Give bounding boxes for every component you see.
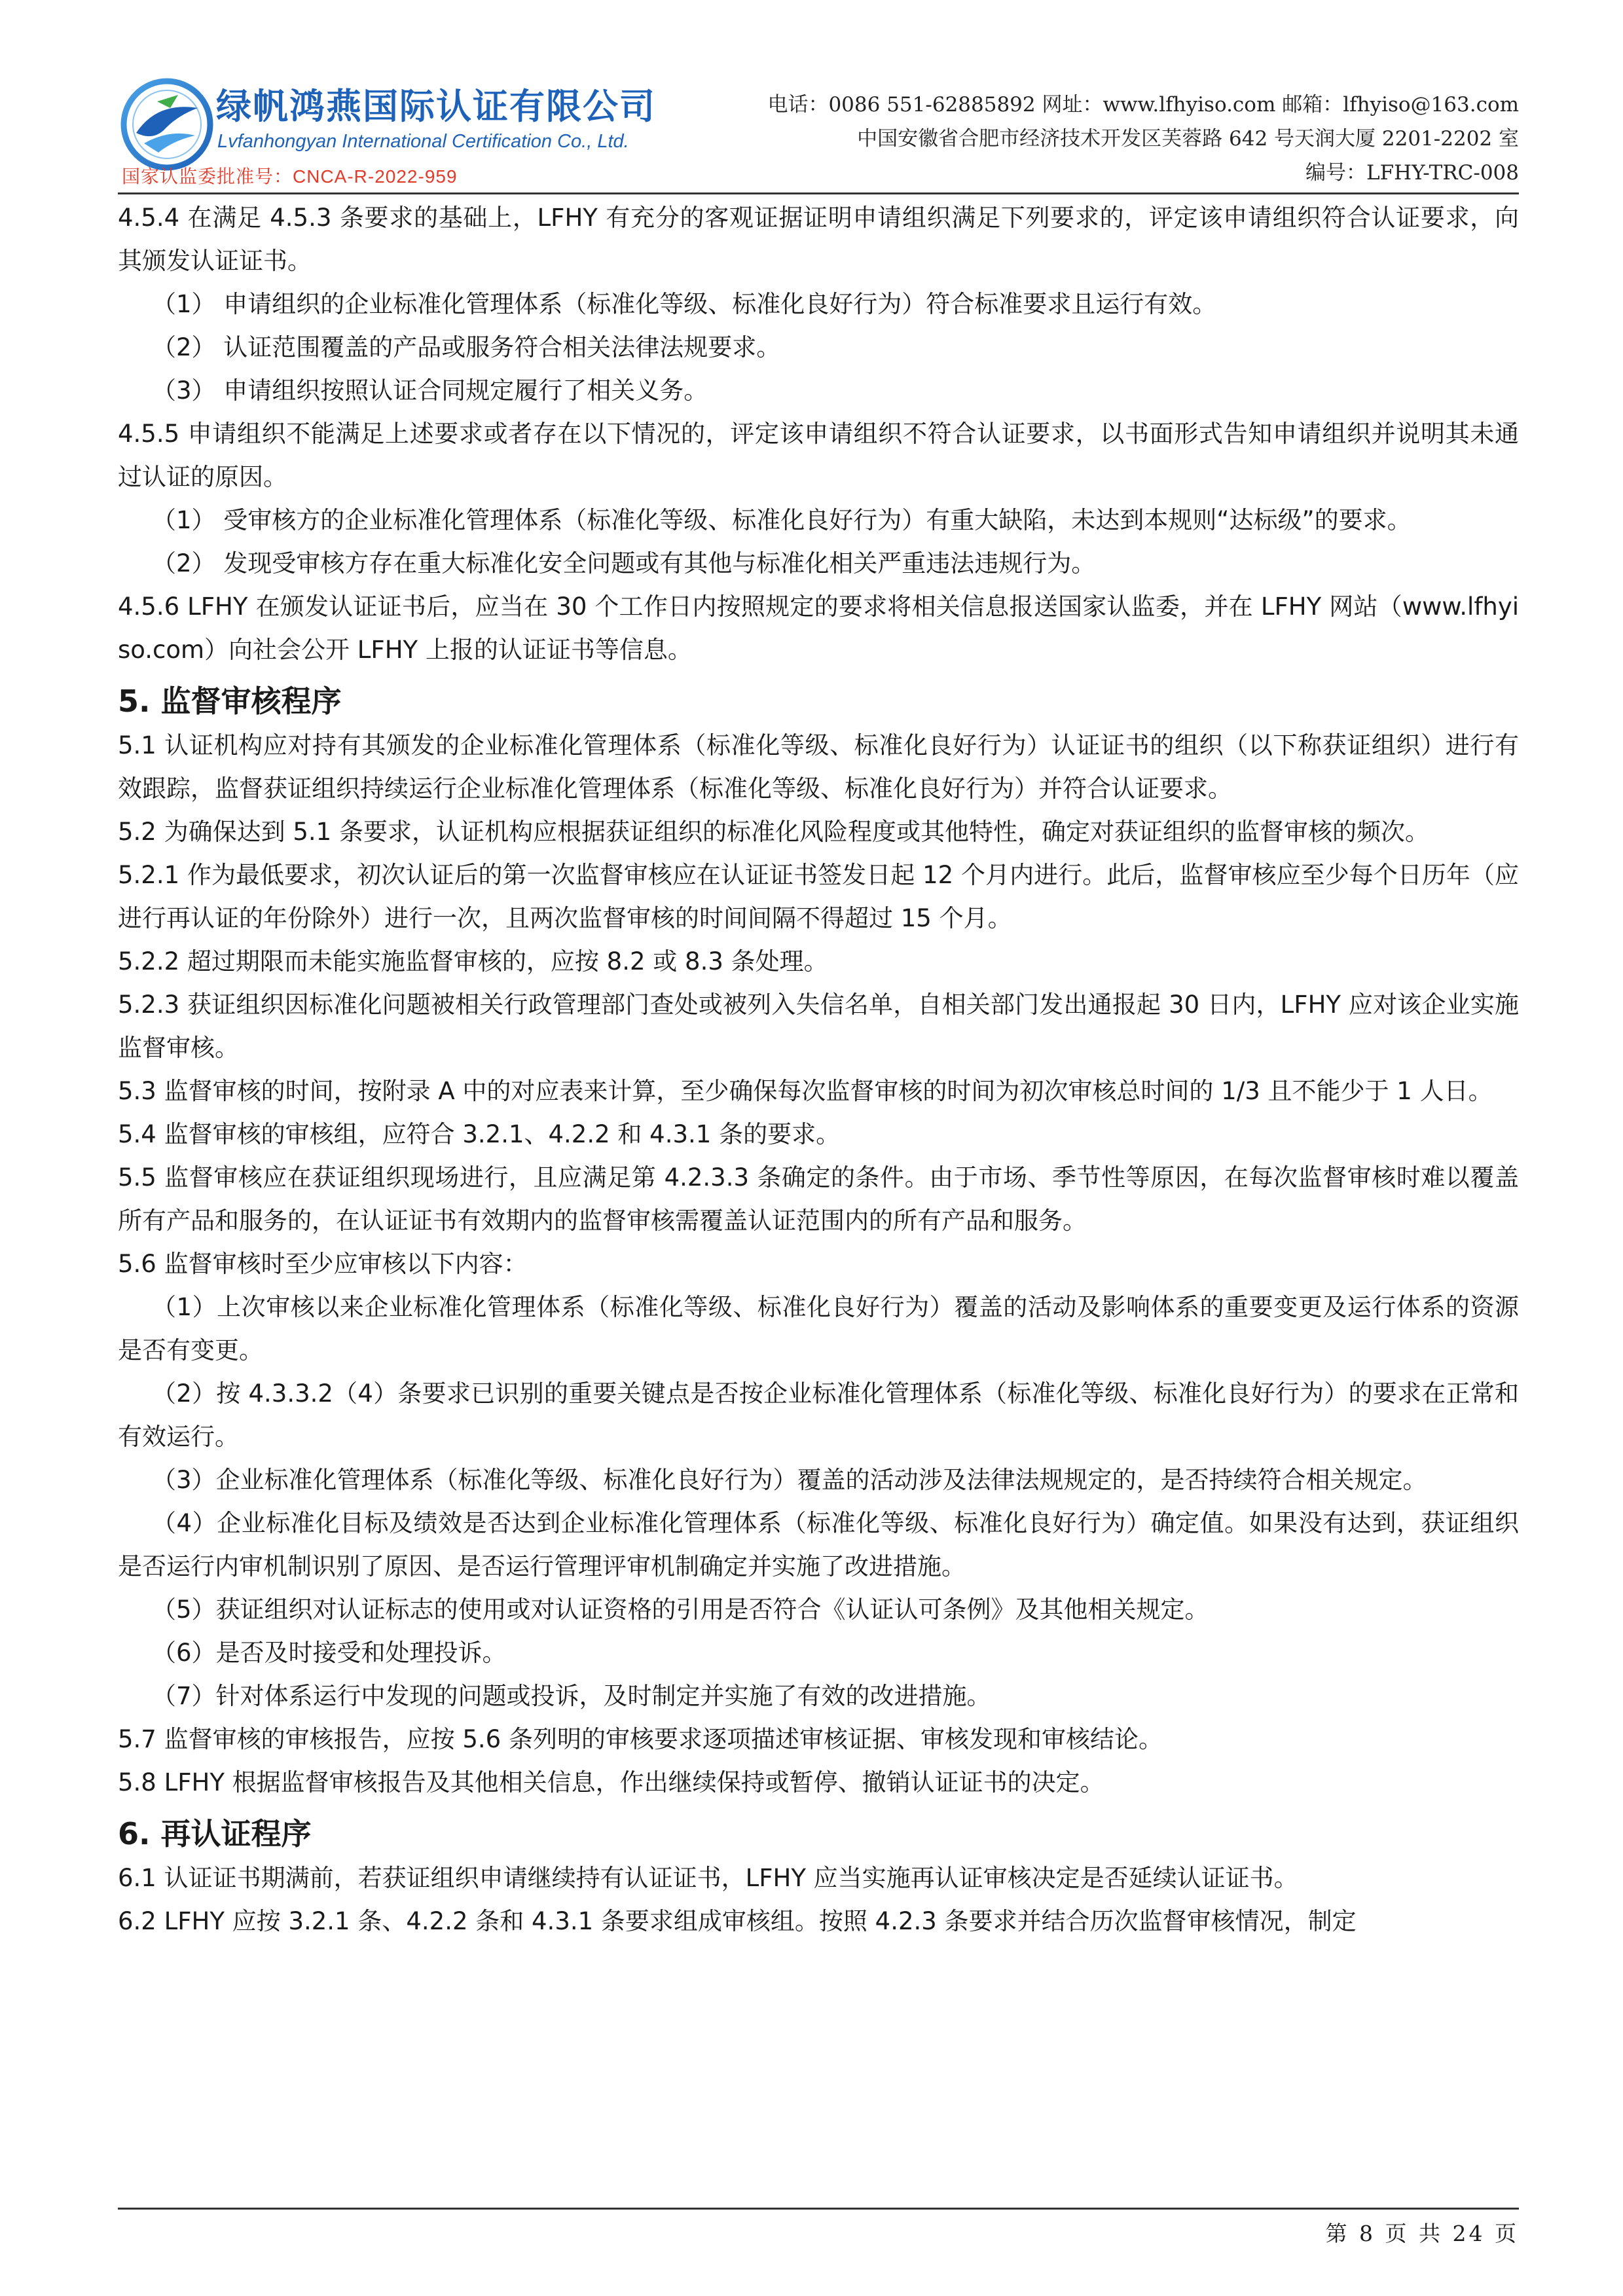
company-name-en: Lvfanhongyan International Certification Co., Ltd. bbox=[217, 131, 629, 152]
list-item: （3） 申请组织按照认证合同规定履行了相关义务。 bbox=[152, 376, 708, 405]
footer-divider bbox=[118, 2208, 1519, 2210]
page-number: 第 8 页 共 24 页 bbox=[1325, 2221, 1519, 2246]
clause-5-2-1: 5.2.1 作为最低要求，初次认证后的第一次监督审核应在认证证书签发日起 12 个月内进行。此后，监督审核应至少每个日历年（应进行再认证的年份除外）进行一次，且两次监督审核的时间间隔不得超过 15 个月。 bbox=[118, 861, 1519, 932]
clause-5-2: 5.2 为确保达到 5.1 条要求，认证机构应根据获证组织的标准化风险程度或其他特性，确定对获证组织的监督审核的频次。 bbox=[118, 818, 1429, 846]
list-item: （5）获证组织对认证标志的使用或对认证资格的引用是否符合《认证认可条例》及其他相关规定。 bbox=[152, 1595, 1209, 1624]
section-heading-6: 6. 再认证程序 bbox=[118, 1816, 312, 1851]
clause-5-2-2: 5.2.2 超过期限而未能实施监督审核的，应按 8.2 或 8.3 条处理。 bbox=[118, 947, 828, 975]
contact-block bbox=[767, 88, 1519, 190]
document-code: 编号：LFHY-TRC-008 bbox=[1305, 161, 1519, 185]
clause-5-4: 5.4 监督审核的审核组，应符合 3.2.1、4.2.2 和 4.3.1 条的要求。 bbox=[118, 1120, 841, 1148]
list-item: （7）针对体系运行中发现的问题或投诉，及时制定并实施了有效的改进措施。 bbox=[152, 1682, 991, 1710]
clause-6-1: 6.1 认证证书期满前，若获证组织申请继续持有认证证书，LFHY 应当实施再认证审核决定是否延续认证证书。 bbox=[118, 1864, 1298, 1892]
list-item: （1） 受审核方的企业标准化管理体系（标准化等级、标准化良好行为）有重大缺陷，未达到本规则“达标级”的要求。 bbox=[152, 506, 1412, 534]
clause-5-2-3: 5.2.3 获证组织因标准化问题被相关行政管理部门查处或被列入失信名单，自相关部门发出通报起 30 日内，LFHY 应对该企业实施监督审核。 bbox=[118, 991, 1519, 1062]
company-logo-icon bbox=[118, 75, 216, 173]
clause-4-5-4: 4.5.4 在满足 4.5.3 条要求的基础上，LFHY 有充分的客观证据证明申请组织满足下列要求的，评定该申请组织符合认证要求，向其颁发认证证书。 bbox=[118, 204, 1519, 275]
clause-5-5: 5.5 监督审核应在获证组织现场进行，且应满足第 4.2.3.3 条确定的条件。由于市场、季节性等原因，在每次监督审核时难以覆盖所有产品和服务的，在认证证书有效期内的监督审核需覆盖认证范围内的所有产品和服务。 bbox=[118, 1163, 1519, 1235]
company-name-cn: 绿帆鸿燕国际认证有限公司 bbox=[216, 86, 656, 127]
list-item: （2） 发现受审核方存在重大标准化安全问题或有其他与标准化相关严重违法违规行为。 bbox=[152, 549, 1096, 577]
contact-line-phone-web-email: 电话：0086 551-62885892 网址：www.lfhyiso.com 邮箱：lfhyiso@163.com bbox=[767, 93, 1519, 117]
page-header bbox=[118, 65, 1519, 190]
clause-4-5-5: 4.5.5 申请组织不能满足上述要求或者存在以下情况的，评定该申请组织不符合认证要求，以书面形式告知申请组织并说明其未通过认证的原因。 bbox=[118, 420, 1519, 491]
list-item: （4）企业标准化目标及绩效是否达到企业标准化管理体系（标准化等级、标准化良好行为）确定值。如果没有达到，获证组织是否运行内审机制识别了原因、是否运行管理评审机制确定并实施了改进措施。 bbox=[118, 1509, 1519, 1580]
list-item: （2）按 4.3.3.2（4）条要求已识别的重要关键点是否按企业标准化管理体系（标准化等级、标准化良好行为）的要求在正常和有效运行。 bbox=[118, 1379, 1519, 1451]
contact-line-address: 中国安徽省合肥市经济技术开发区芙蓉路 642 号天润大厦 2201-2202 室 bbox=[857, 127, 1519, 151]
section-heading-5: 5. 监督审核程序 bbox=[118, 683, 342, 719]
clause-5-1: 5.1 认证机构应对持有其颁发的企业标准化管理体系（标准化等级、标准化良好行为）认证证书的组织（以下称获证组织）进行有效跟踪，监督获证组织持续运行企业标准化管理体系（标准化等级、标准化良好行为）并符合认证要求。 bbox=[118, 731, 1519, 803]
list-item: （2） 认证范围覆盖的产品或服务符合相关法律法规要求。 bbox=[152, 333, 781, 361]
header-divider bbox=[118, 192, 1519, 194]
clause-5-6: 5.6 监督审核时至少应审核以下内容： bbox=[118, 1250, 528, 1278]
list-item: （1）上次审核以来企业标准化管理体系（标准化等级、标准化良好行为）覆盖的活动及影响体系的重要变更及运行体系的资源是否有变更。 bbox=[118, 1293, 1519, 1364]
approval-number: 国家认监委批准号：CNCA-R-2022-959 bbox=[122, 166, 458, 187]
document-body bbox=[118, 196, 1519, 1943]
clause-6-2: 6.2 LFHY 应按 3.2.1 条、4.2.2 条和 4.3.1 条要求组成审核组。按照 4.2.3 条要求并结合历次监督审核情况，制定 bbox=[118, 1907, 1357, 1935]
clause-5-3: 5.3 监督审核的时间，按附录 A 中的对应表来计算，至少确保每次监督审核的时间为初次审核总时间的 1/3 且不能少于 1 人日。 bbox=[118, 1077, 1493, 1105]
clause-5-7: 5.7 监督审核的审核报告，应按 5.6 条列明的审核要求逐项描述审核证据、审核发现和审核结论。 bbox=[118, 1725, 1163, 1753]
list-item: （1） 申请组织的企业标准化管理体系（标准化等级、标准化良好行为）符合标准要求且运行有效。 bbox=[152, 290, 1217, 318]
clause-4-5-6: 4.5.6 LFHY 在颁发认证证书后，应当在 30 个工作日内按照规定的要求将相关信息报送国家认监委，并在 LFHY 网站（www.lfhyiso.com）向社会公开 LFHY 上报的认证证书等信息。 bbox=[118, 592, 1519, 664]
list-item: （3）企业标准化管理体系（标准化等级、标准化良好行为）覆盖的活动涉及法律法规规定的，是否持续符合相关规定。 bbox=[152, 1466, 1427, 1494]
list-item: （6）是否及时接受和处理投诉。 bbox=[152, 1639, 507, 1667]
clause-5-8: 5.8 LFHY 根据监督审核报告及其他相关信息，作出继续保持或暂停、撤销认证证书的决定。 bbox=[118, 1768, 1104, 1796]
